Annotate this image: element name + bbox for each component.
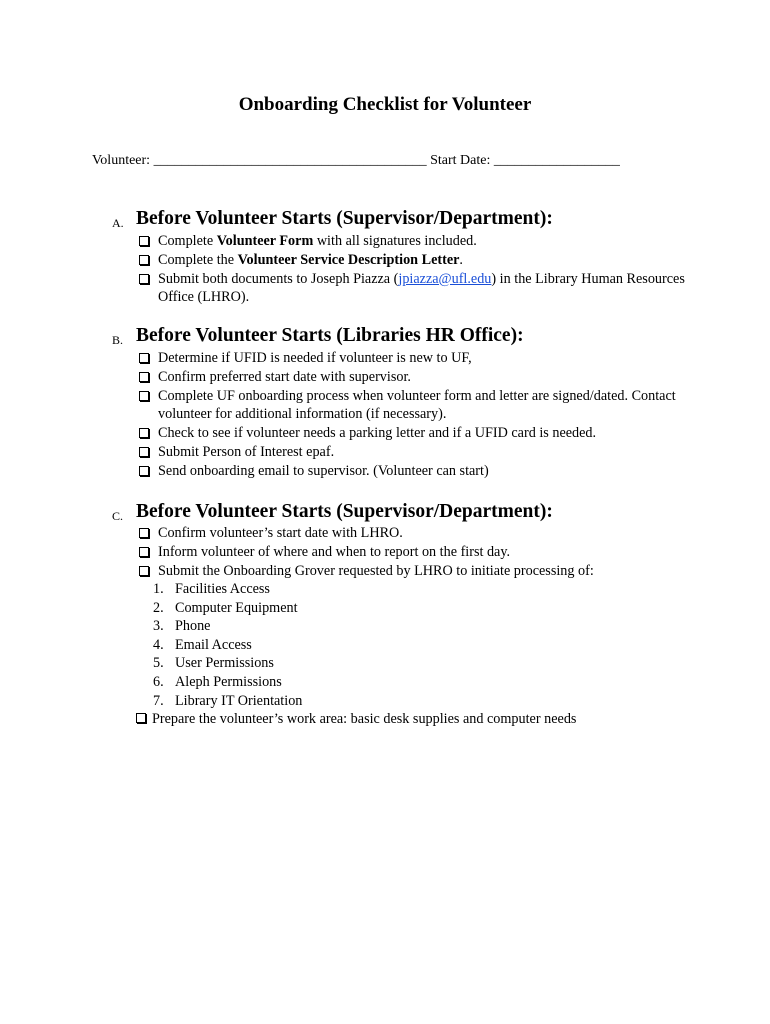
section-c-title: Before Volunteer Starts (Supervisor/Department): [136,501,553,522]
checkbox-icon[interactable] [139,466,149,476]
checkbox-icon[interactable] [139,528,149,538]
checkbox-icon[interactable] [139,547,149,557]
section-a-checklist [136,232,696,307]
checkbox-icon[interactable] [139,255,149,265]
checklist-item: Submit the Onboarding Grover requested by LHRO to initiate processing of: [136,562,696,581]
checkbox-icon[interactable] [139,274,149,284]
checklist-item: Check to see if volunteer needs a parking letter and if a UFID card is needed. [136,424,696,443]
volunteer-name-blank[interactable]: _______________________________________ [153,153,427,168]
checkbox-icon[interactable] [139,372,149,382]
numbered-list-item: 7. Library IT Orientation [153,692,303,709]
checklist-item: Confirm preferred start date with supervisor. [136,368,696,387]
section-c-checklist [136,524,696,580]
section-a-letter: A. [112,216,124,230]
start-date-label: Start Date: [430,153,491,168]
section-b-letter: B. [112,333,124,347]
document-title: Onboarding Checklist for Volunteer [238,94,532,115]
checkbox-icon[interactable] [139,566,149,576]
section-b-checklist [136,349,696,481]
volunteer-label: Volunteer: [92,153,151,168]
numbered-list-item: 3. Phone [153,618,211,635]
email-link[interactable]: jpiazza@ufl.edu [398,270,492,287]
checklist-item: Confirm volunteer’s start date with LHRO. [136,524,696,543]
checklist-item: Inform volunteer of where and when to report on the first day. [136,543,696,562]
checkbox-icon[interactable] [139,353,149,363]
numbered-list-item: 5. User Permissions [153,655,274,672]
checklist-item: Submit both documents to Joseph Piazza (jpiazza@ufl.edu) in the Library Human Resources Office (LHRO). [136,270,696,308]
checklist-item: Complete UF onboarding process when volunteer form and letter are signed/dated. Contact volunteer for additional information (if necessary). [136,387,696,425]
checklist-item: Complete the Volunteer Service Description Letter. [136,251,696,270]
numbered-list-item: 6. Aleph Permissions [153,673,282,690]
checklist-item: Determine if UFID is needed if volunteer is new to UF, [136,349,696,368]
start-date-blank[interactable]: __________________ [493,153,620,168]
numbered-list-item: 2. Computer Equipment [153,599,298,616]
final-checklist-item: Prepare the volunteer’s work area: basic desk supplies and computer needs [136,711,576,728]
checkbox-icon[interactable] [139,447,149,457]
checkbox-icon[interactable] [136,713,146,723]
numbered-list-item: 1. Facilities Access [153,581,270,597]
checklist-item: Submit Person of Interest epaf. [136,443,696,462]
section-a-title: Before Volunteer Starts (Supervisor/Department): [136,208,553,229]
checklist-item: Complete Volunteer Form with all signatures included. [136,232,696,251]
volunteer-fields-line [92,153,620,169]
section-b-title: Before Volunteer Starts (Libraries HR Office): [136,325,524,346]
checkbox-icon[interactable] [139,428,149,438]
checkbox-icon[interactable] [139,391,149,401]
checklist-item: Send onboarding email to supervisor. (Volunteer can start) [136,462,696,481]
numbered-list-item: 4. Email Access [153,636,252,653]
processing-numbered-list [153,580,302,710]
section-c-letter: C. [112,509,124,523]
checkbox-icon[interactable] [139,236,149,246]
